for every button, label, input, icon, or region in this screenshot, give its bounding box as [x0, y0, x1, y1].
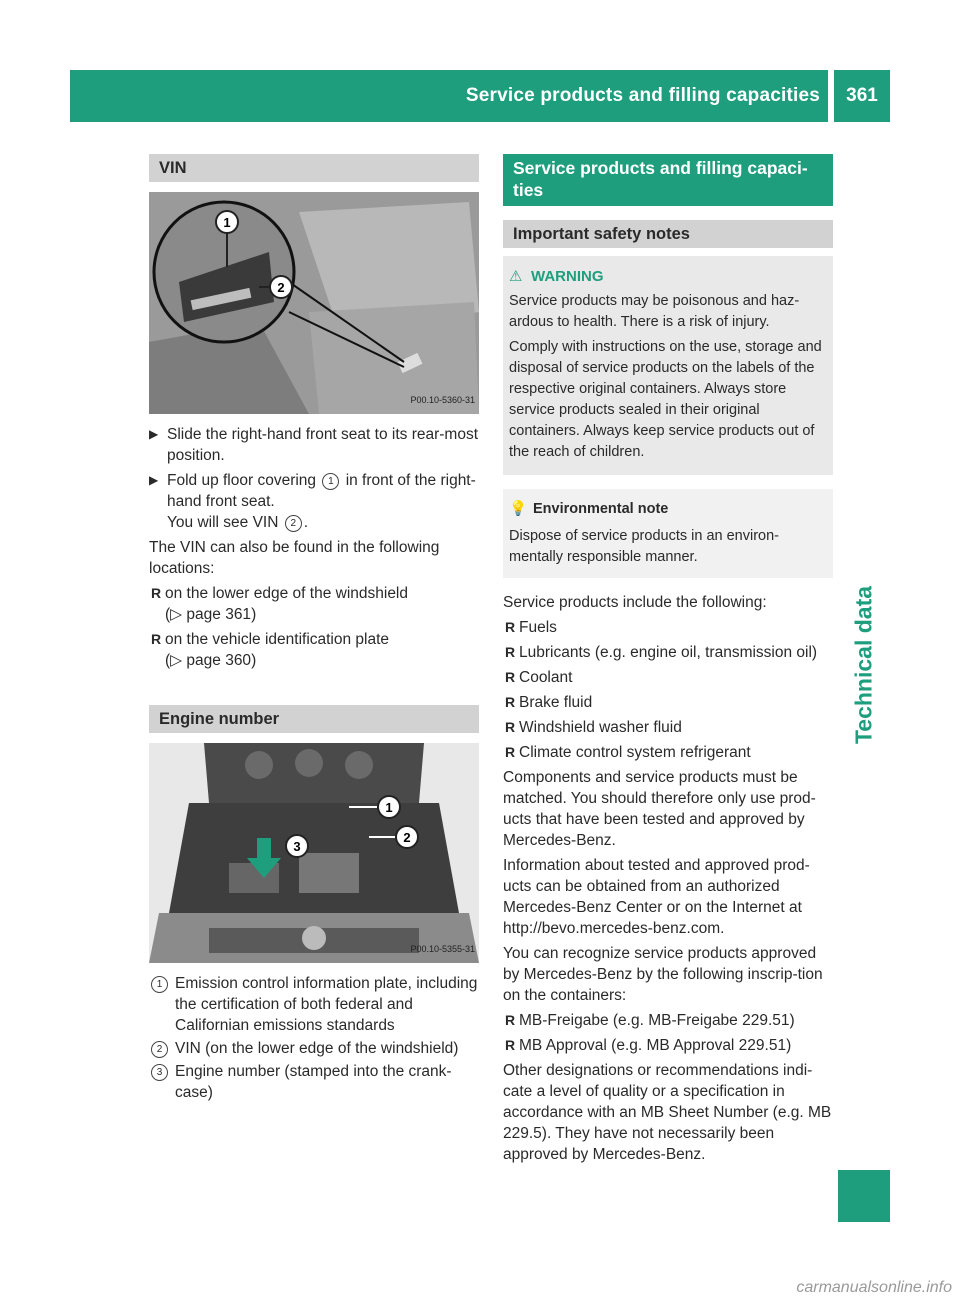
paragraph-matched: Components and service products must be matched. You should therefore only use prod-ucts that have been tested and approved by Mercedes-Benz. [503, 769, 816, 849]
arrow-marker-icon: ▶ [149, 473, 159, 487]
svg-text:1: 1 [385, 800, 393, 815]
product-item: R Fuels [505, 619, 557, 636]
page-ref-arrow-icon: ▷ [170, 606, 183, 623]
callout-2-icon: 2 [285, 515, 302, 532]
page-ref-link[interactable]: page 360 [186, 652, 252, 669]
warning-title: ⚠ WARNING [509, 268, 604, 285]
engine-bay-illustration [149, 743, 479, 963]
page-ref-arrow-icon: ▷ [170, 652, 183, 669]
page-number: 361 [846, 85, 878, 106]
callout-2-icon: 2 [151, 1041, 168, 1058]
vin-location-item: R on the vehicle identification plate (▷ page 360) [151, 631, 390, 669]
engine-figure [149, 743, 479, 963]
callout-1-icon: 1 [151, 976, 168, 993]
approval-item: R MB Approval (e.g. MB Approval 229.51) [505, 1037, 792, 1054]
page-ref-link[interactable]: page 361 [186, 606, 252, 623]
vin-step-2: ▶ Fold up floor covering 1 in front of the right-hand front seat. You will see VIN 2 . [149, 472, 476, 531]
product-item: R Climate control system refrigerant [505, 744, 751, 761]
bullet-r-icon: R [505, 644, 516, 660]
bullet-r-icon: R [505, 719, 516, 735]
product-item: R Coolant [505, 669, 573, 686]
env-note-text: Dispose of service products in an environ-mentally responsible manner. [509, 528, 779, 565]
svg-text:2: 2 [277, 280, 285, 295]
engine-legend-item: 3 Engine number (stamped into the crank-case) [149, 1061, 479, 1103]
page-header-title: Service products and filling capacities [465, 85, 820, 106]
warning-text-1: Service products may be poisonous and haz-ardous to health. There is a risk of injury. [509, 293, 800, 330]
products-intro: Service products include the following: [503, 594, 767, 611]
approval-item: R MB-Freigabe (e.g. MB-Freigabe 229.51) [505, 1012, 795, 1029]
engine-number-heading: Engine number [149, 705, 479, 733]
vin-figure [149, 192, 479, 414]
vin-figure-code: P00.10-5360-31 [410, 395, 475, 405]
arrow-marker-icon: ▶ [149, 427, 159, 441]
vin-step-1: ▶ Slide the right-hand front seat to its rear-most position. [149, 426, 479, 464]
callout-1-icon: 1 [322, 473, 339, 490]
lightbulb-icon: 💡 [509, 501, 528, 517]
warning-triangle-icon: ⚠ [509, 268, 523, 285]
safety-notes-heading: Important safety notes [503, 220, 833, 248]
warning-box [503, 256, 833, 475]
paragraph-recognize: You can recognize service products approved by Mercedes-Benz by the following inscrip-tion on the containers: [503, 945, 823, 1004]
bullet-r-icon: R [151, 585, 162, 601]
service-products-heading: Service products and filling capaci-ties [503, 154, 833, 206]
side-chapter-label: Technical data [850, 585, 877, 745]
engine-legend-item: 1 Emission control information plate, including the certification of both federal and Californian emissions standards [149, 973, 479, 1036]
vin-location-item: R on the lower edge of the windshield (▷ page 361) [151, 585, 408, 623]
bullet-r-icon: R [505, 669, 516, 685]
side-marker-box [838, 1170, 890, 1222]
bullet-r-icon: R [505, 1037, 516, 1053]
watermark: carmanualsonline.info [796, 1279, 952, 1296]
engine-legend-item: 2 VIN (on the lower edge of the windshield) [149, 1038, 479, 1059]
bullet-r-icon: R [505, 744, 516, 760]
product-item: R Brake fluid [505, 694, 593, 711]
paragraph-info: Information about tested and approved prod-ucts can be obtained from an authorized Mercedes-Benz Center or on the Internet at http://bevo.mercedes-benz.com. [503, 857, 810, 937]
side-chapter-tab [838, 580, 890, 750]
svg-text:3: 3 [293, 839, 301, 854]
engine-figure-code: P00.10-5355-31 [410, 944, 475, 954]
product-item: R Windshield washer fluid [505, 719, 682, 736]
seat-illustration [149, 192, 479, 414]
bullet-r-icon: R [505, 619, 516, 635]
callout-3-icon: 3 [151, 1064, 168, 1081]
bullet-r-icon: R [151, 631, 162, 647]
warning-text-2: Comply with instructions on the use, storage and disposal of service products on the labels of the respective original containers. Always store service products sealed in their original containers. Always keep service products out of the reach of children. [509, 339, 822, 460]
product-item: R Lubricants (e.g. engine oil, transmission oil) [505, 644, 818, 661]
bullet-r-icon: R [505, 1012, 516, 1028]
environmental-note-box [503, 489, 833, 578]
vin-heading: VIN [149, 154, 479, 182]
left-column [149, 154, 479, 1103]
vin-locations-intro: The VIN can also be found in the following locations: [149, 539, 440, 577]
env-note-title: 💡 Environmental note [509, 499, 825, 520]
svg-text:1: 1 [223, 215, 231, 230]
paragraph-other: Other designations or recommendations indi-cate a level of quality or a specification in accordance with an MB Sheet Number (e.g. MB 229.5). They have not necessarily been approved by Mercedes-Benz. [503, 1062, 832, 1163]
svg-text:2: 2 [403, 830, 411, 845]
right-column [503, 154, 833, 1165]
bullet-r-icon: R [505, 694, 516, 710]
